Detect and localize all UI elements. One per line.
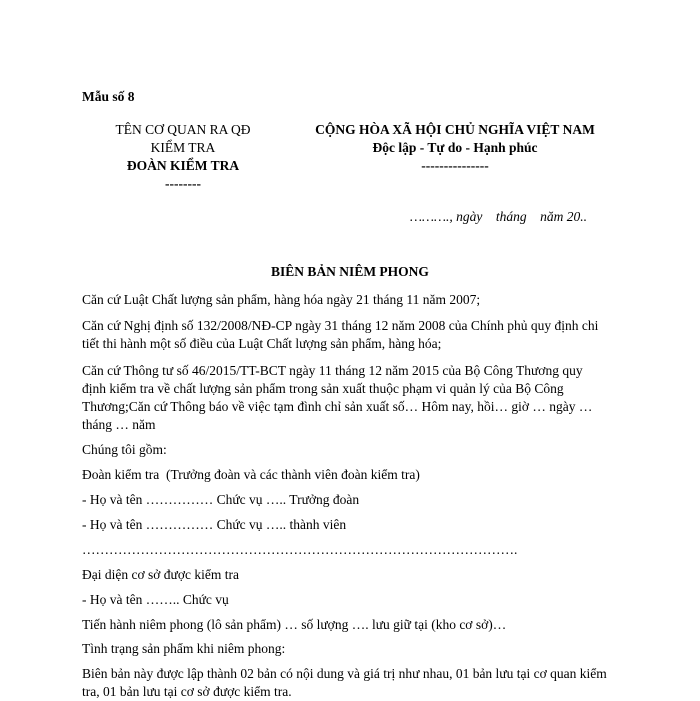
- legal-basis-circular-line2: định kiểm tra về chất lượng sản phẩm trong sản xuất thuộc phạm vi quản lý của Bộ Công: [82, 381, 564, 396]
- issuing-agency-line2: KIỂM TRA: [150, 140, 216, 155]
- sealing-statement: Tiến hành niêm phong (lô sản phẩm) … số lượng …. lưu giữ tại (kho cơ sở)…: [82, 617, 507, 632]
- left-header-dashes: --------: [165, 176, 201, 191]
- copies-statement-line2: tra, 01 bản lưu tại cơ sở được kiểm tra.: [82, 684, 292, 699]
- participants-heading: Chúng tôi gồm:: [82, 442, 167, 457]
- team-leader-line: - Họ và tên …………… Chức vụ ….. Trưởng đoàn: [82, 492, 360, 507]
- document-title: BIÊN BẢN NIÊM PHONG: [271, 264, 429, 279]
- legal-basis-law: Căn cứ Luật Chất lượng sản phẩm, hàng hóa ngày 21 tháng 11 năm 2007;: [82, 292, 481, 307]
- facility-representative-line: - Họ và tên …….. Chức vụ: [82, 592, 229, 607]
- facility-representative-heading: Đại diện cơ sở được kiểm tra: [82, 567, 239, 582]
- legal-basis-circular-line3: Thương;Căn cứ Thông báo về việc tạm đình chỉ sản xuất số… Hôm nay, hồi… giờ … ngày …: [82, 399, 593, 414]
- country-name: CỘNG HÒA XÃ HỘI CHỦ NGHĨA VIỆT NAM: [315, 122, 595, 137]
- legal-basis-circular-line4: tháng … năm: [82, 417, 156, 432]
- team-member-line: - Họ và tên …………… Chức vụ ….. thành viên: [82, 517, 347, 532]
- legal-basis-decree-line2: tiết thi hành một số điều của Luật Chất lượng sản phẩm, hàng hóa;: [82, 336, 442, 351]
- dotted-fill-line: …………………………………………………………………………………….: [82, 542, 518, 557]
- legal-basis-circular-line1: Căn cứ Thông tư số 46/2015/TT-BCT ngày 11 tháng 12 năm 2015 của Bộ Công Thương quy: [82, 363, 583, 378]
- product-condition-line: Tình trạng sản phẩm khi niêm phong:: [82, 641, 286, 656]
- legal-basis-decree-line1: Căn cứ Nghị định số 132/2008/NĐ-CP ngày 31 tháng 12 năm 2008 của Chính phủ quy định chi: [82, 318, 599, 333]
- inspection-team-heading: ĐOÀN KIỂM TRA: [126, 158, 240, 173]
- inspection-team-label: Đoàn kiểm tra (Trưởng đoàn và các thành viên đoàn kiểm tra): [82, 467, 420, 482]
- issuing-agency-line1: TÊN CƠ QUAN RA QĐ: [115, 122, 251, 137]
- copies-statement-line1: Biên bản này được lập thành 02 bản có nội dung và giá trị như nhau, 01 bản lưu tại cơ quan kiểm: [82, 666, 607, 681]
- form-number: Mẫu số 8: [82, 89, 135, 104]
- date-line: ………., ngày tháng năm 20..: [410, 209, 588, 224]
- right-header-dashes: ---------------: [421, 158, 489, 173]
- national-motto: Độc lập - Tự do - Hạnh phúc: [372, 140, 538, 155]
